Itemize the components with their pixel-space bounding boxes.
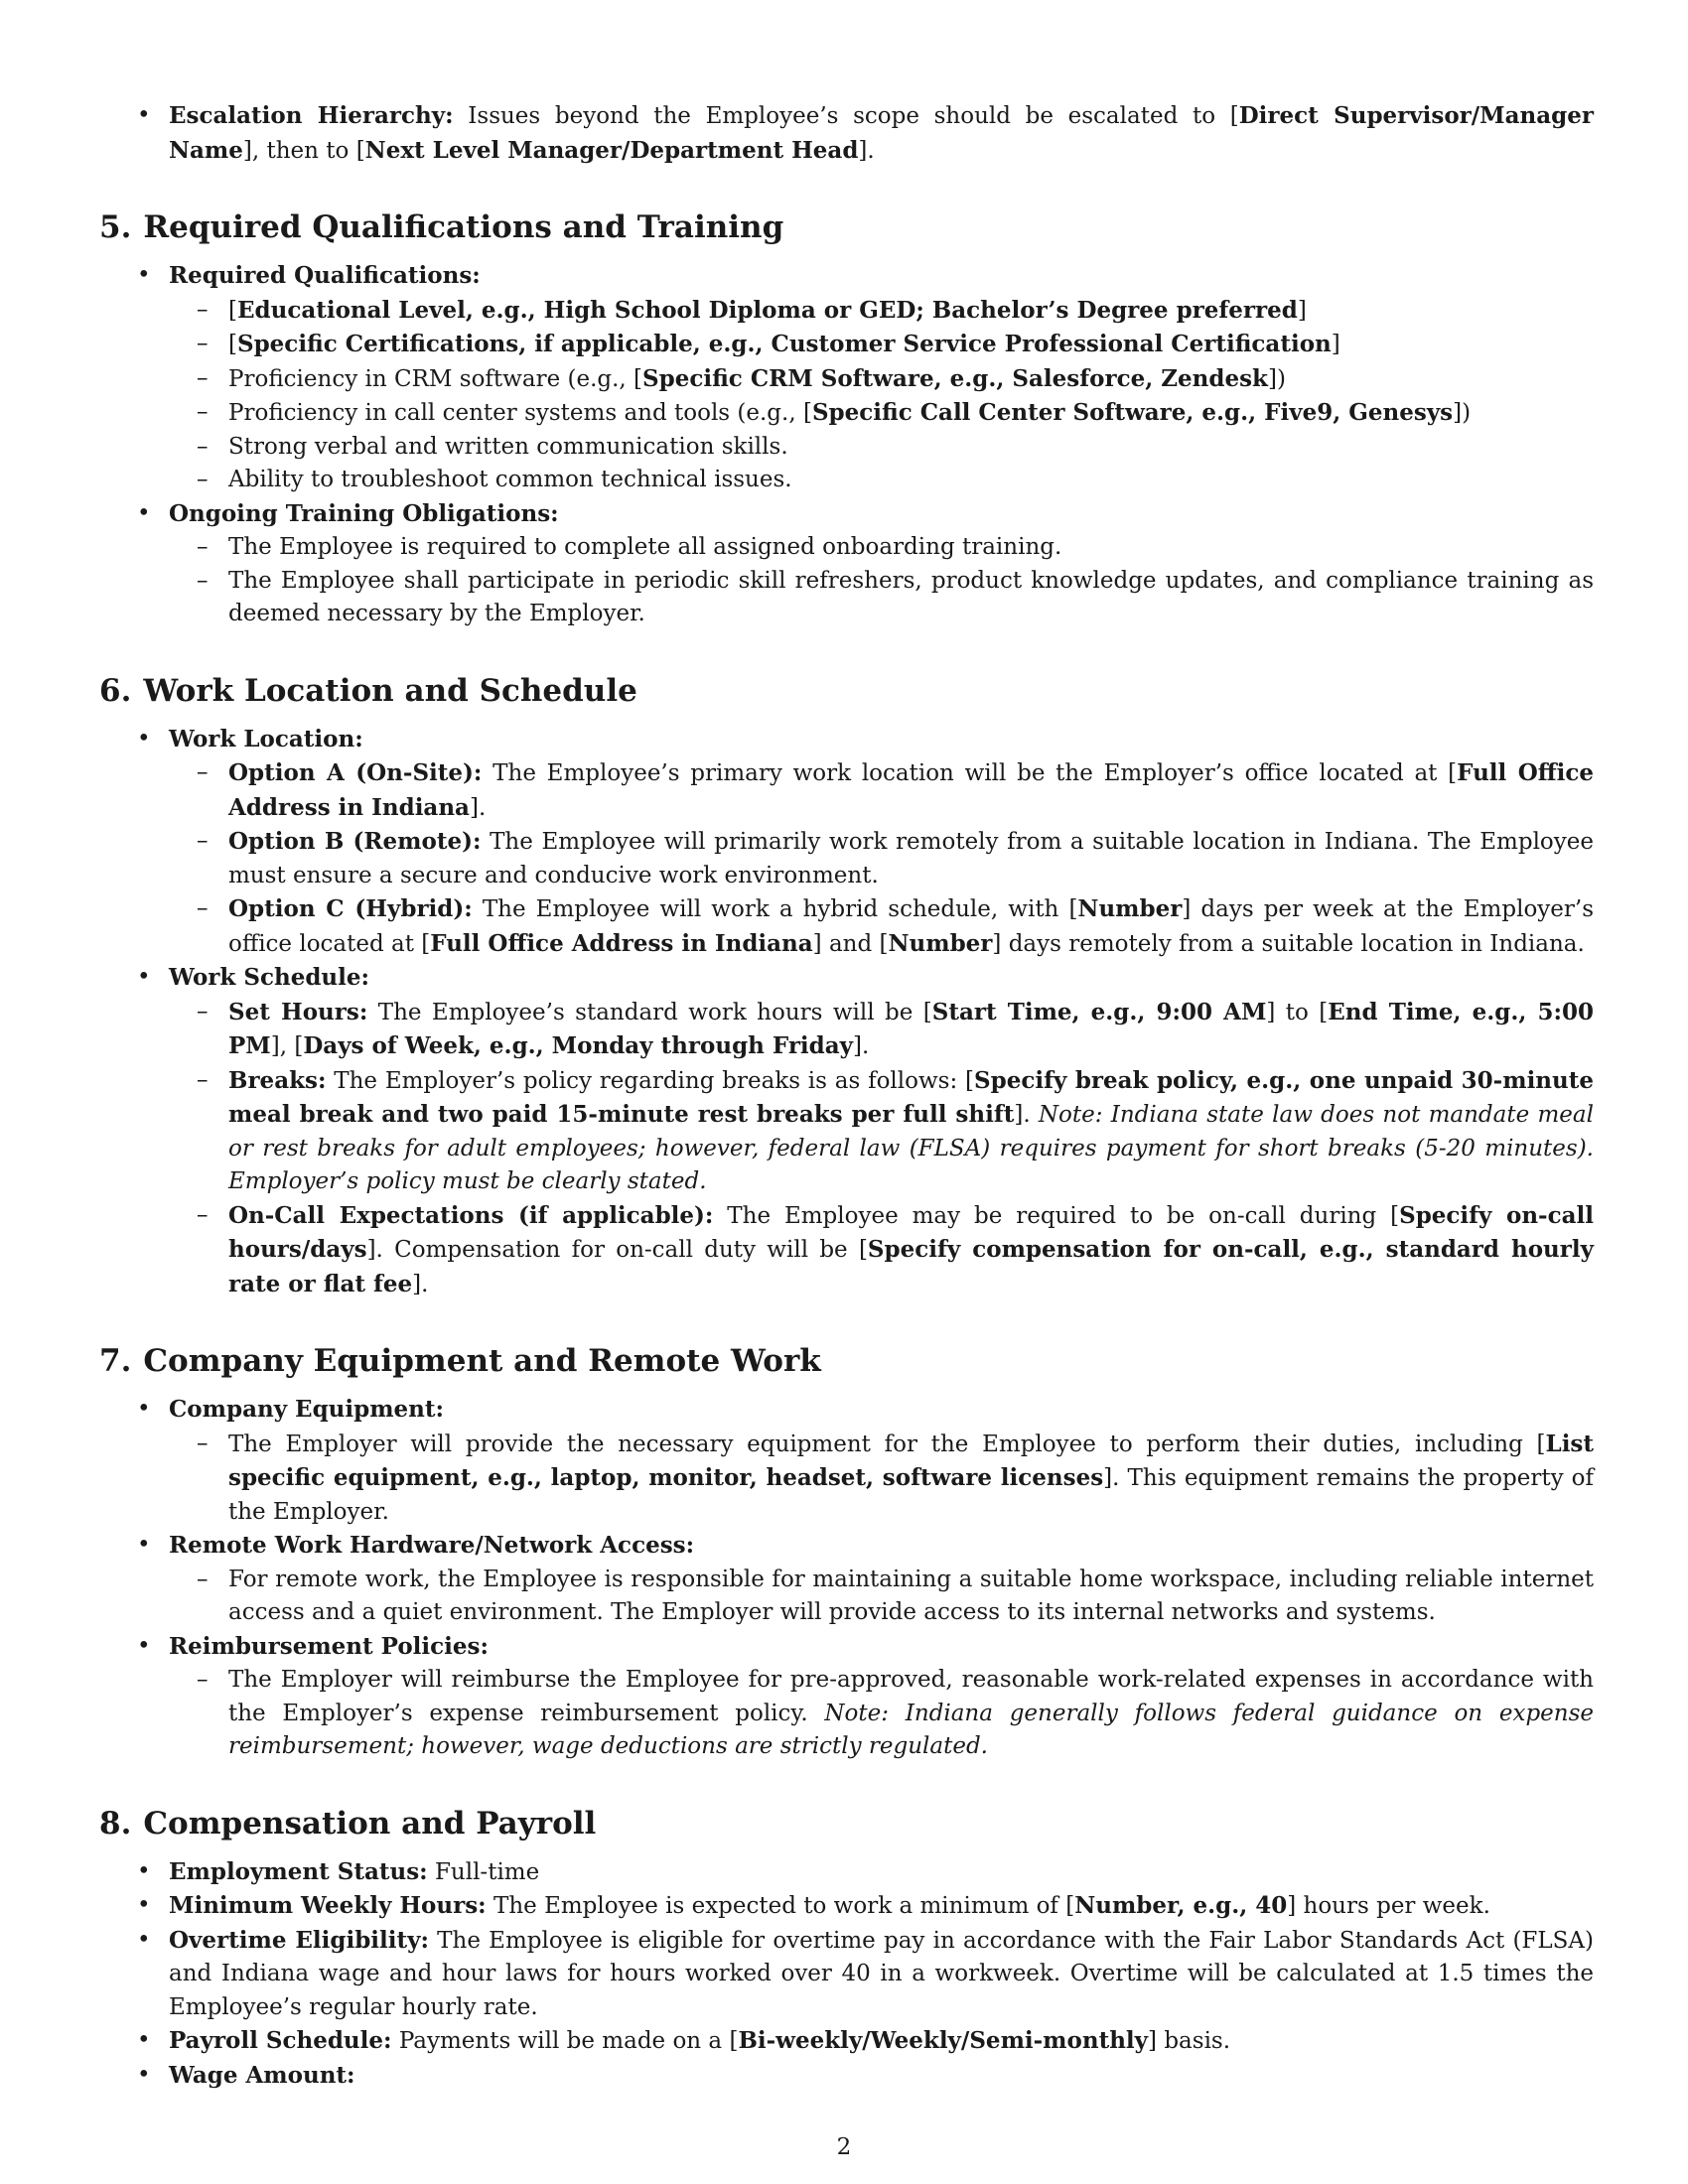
- list-item: • Ongoing Training Obligations: – The Employee is required to complete all assigned onboarding training. – The Employee shall participate in periodic skill refreshers, product knowledge updates, and compliance training as deemed necessary by the Employer.: [99, 497, 1594, 631]
- qualifications-list: [169, 294, 1594, 497]
- list-item: – For remote work, the Employee is responsible for maintaining a suitable home workspace, including reliable internet access and a quiet environment. The Employer will provide access to its internal networks and systems.: [169, 1564, 1594, 1630]
- list-item: – The Employer will provide the necessary equipment for the Employee to perform their duties, including [List specific equipment, e.g., laptop, monitor, headset, software licenses]. This equipment remains the property of the Employer.: [169, 1428, 1594, 1530]
- escalation-list: [99, 99, 1594, 168]
- escalation-label: Escalation Hierarchy:: [169, 102, 454, 129]
- page-number: 2: [836, 2134, 852, 2160]
- list-item: – Breaks: The Employer’s policy regarding breaks is as follows: [Specify break policy, e.g., one unpaid 30-minute meal break and two paid 15-minute rest breaks per full shift]. Note: Indiana state law does not mandate meal or rest breaks for adult employees; however, federal law (FLSA) requires payment for short breaks (5-20 minutes). Employer’s policy must be clearly stated.: [169, 1064, 1594, 1199]
- work-schedule-list: [169, 996, 1594, 1302]
- training-list: [169, 531, 1594, 631]
- list-item: – Proficiency in call center systems and tools (e.g., [Specific Call Center Software, e.g., Five9, Genesys]): [169, 396, 1594, 431]
- list-item: • Employment Status: Full-time: [99, 1855, 1594, 1890]
- list-item: • Reimbursement Policies: – The Employer will reimburse the Employee for pre-approved, reasonable work-related expenses in accordance with the Employer’s expense reimbursement policy. Note: Indiana generally follows federal guidance on expense reimbursement; however, wage deductions are strictly regulated.: [99, 1630, 1594, 1764]
- list-item: • Required Qualifications: – [Educational Level, e.g., High School Diploma or GED; Bachelor’s Degree preferred] – [Specific Certifications, if applicable, e.g., Customer Service Professional Certification] – Proficiency in CRM software (e.g., [Specific CRM Software, e.g., Salesforce, Zendesk]) – Proficiency in call center systems and tools (e.g., [Specific Call Center Software, e.g., Five9, Genesys]) – Strong verbal and written communication skills. – Ability to troubleshoot common technical issues.: [99, 259, 1594, 497]
- list-item: – Strong verbal and written communication skills.: [169, 431, 1594, 465]
- list-item: • Work Schedule: – Set Hours: The Employee’s standard work hours will be [Start Time, e.g., 9:00 AM] to [End Time, e.g., 5:00 PM], [Days of Week, e.g., Monday through Friday]. – Breaks: The Employer’s policy regarding breaks is as follows: [Specify break policy, e.g., one unpaid 30-minute meal break and two paid 15-minute rest breaks per full shift]. Note: Indiana state law does not mandate meal or rest breaks for adult employees; however, federal law (FLSA) requires payment for short breaks (5-20 minutes). Employer’s policy must be clearly stated. – On-Call Expectations (if applicable): The Employee may be required to be on-call during [Specify on-call hours/days]. Compensation for on-call duty will be [Specify compensation for on-call, e.g., standard hourly rate or flat fee].: [99, 961, 1594, 1301]
- list-item: • Company Equipment: – The Employer will provide the necessary equipment for the Employee to perform their duties, including [List specific equipment, e.g., laptop, monitor, headset, software licenses]. This equipment remains the property of the Employer.: [99, 1393, 1594, 1529]
- section-heading-7: 7. Company Equipment and Remote Work: [99, 1343, 821, 1379]
- document-page: [99, 99, 1594, 2093]
- list-item: • Wage Amount:: [99, 2059, 1594, 2094]
- section-heading-8: 8. Compensation and Payroll: [99, 1805, 597, 1842]
- list-item: – The Employee shall participate in periodic skill refreshers, product knowledge updates, and compliance training as deemed necessary by the Employer.: [169, 565, 1594, 631]
- work-location-list: [169, 756, 1594, 961]
- list-item: – The Employee is required to complete all assigned onboarding training.: [169, 531, 1594, 565]
- list-item: – [Specific Certifications, if applicable, e.g., Customer Service Professional Certification]: [169, 328, 1594, 362]
- list-item: • Payroll Schedule: Payments will be made on a [Bi-weekly/Weekly/Semi-monthly] basis.: [99, 2024, 1594, 2059]
- section-5-list: [99, 259, 1594, 631]
- list-item: – Option A (On-Site): The Employee’s primary work location will be the Employer’s office located at [Full Office Address in Indiana].: [169, 756, 1594, 825]
- list-item: • Overtime Eligibility: The Employee is eligible for overtime pay in accordance with the Fair Labor Standards Act (FLSA) and Indiana wage and hour laws for hours worked over 40 in a workweek. Overtime will be calculated at 1.5 times the Employee’s regular hourly rate.: [99, 1924, 1594, 2025]
- list-item: – [Educational Level, e.g., High School Diploma or GED; Bachelor’s Degree preferred]: [169, 294, 1594, 329]
- section-heading-6: 6. Work Location and Schedule: [99, 672, 637, 709]
- section-8-list: [99, 1855, 1594, 2094]
- list-item: – Ability to troubleshoot common technical issues.: [169, 464, 1594, 497]
- list-item: – Option C (Hybrid): The Employee will work a hybrid schedule, with [Number] days per week at the Employer’s office located at [Full Office Address in Indiana] and [Number] days remotely from a suitable location in Indiana.: [169, 892, 1594, 961]
- section-6-list: [99, 723, 1594, 1302]
- list-item: – Proficiency in CRM software (e.g., [Specific CRM Software, e.g., Salesforce, Zendesk]): [169, 362, 1594, 397]
- list-item: – The Employer will reimburse the Employee for pre-approved, reasonable work-related expenses in accordance with the Employer’s expense reimbursement policy. Note: Indiana generally follows federal guidance on expense reimbursement; however, wage deductions are strictly regulated.: [169, 1664, 1594, 1764]
- section-7-list: [99, 1393, 1594, 1764]
- list-item: – Option B (Remote): The Employee will primarily work remotely from a suitable location in Indiana. The Employee must ensure a secure and conducive work environment.: [169, 825, 1594, 892]
- list-item: – Set Hours: The Employee’s standard work hours will be [Start Time, e.g., 9:00 AM] to [End Time, e.g., 5:00 PM], [Days of Week, e.g., Monday through Friday].: [169, 996, 1594, 1064]
- list-item: • Minimum Weekly Hours: The Employee is expected to work a minimum of [Number, e.g., 40] hours per week.: [99, 1889, 1594, 1924]
- list-item: • Work Location: – Option A (On-Site): The Employee’s primary work location will be the Employer’s office located at [Full Office Address in Indiana]. – Option B (Remote): The Employee will primarily work remotely from a suitable location in Indiana. The Employee must ensure a secure and conducive work environment. – Option C (Hybrid): The Employee will work a hybrid schedule, with [Number] days per week at the Employer’s office located at [Full Office Address in Indiana] and [Number] days remotely from a suitable location in Indiana.: [99, 723, 1594, 962]
- list-item: • Remote Work Hardware/Network Access: – For remote work, the Employee is responsible for maintaining a suitable home workspace, including reliable internet access and a quiet environment. The Employer will provide access to its internal networks and systems.: [99, 1529, 1594, 1630]
- section-heading-5: 5. Required Qualifications and Training: [99, 209, 784, 245]
- list-item: • Escalation Hierarchy: Issues beyond the Employee’s scope should be escalated to [Direct Supervisor/Manager Name], then to [Next Level Manager/Department Head].: [99, 99, 1594, 168]
- list-item: – On-Call Expectations (if applicable): The Employee may be required to be on-call during [Specify on-call hours/days]. Compensation for on-call duty will be [Specify compensation for on-call, e.g., standard hourly rate or flat fee].: [169, 1199, 1594, 1302]
